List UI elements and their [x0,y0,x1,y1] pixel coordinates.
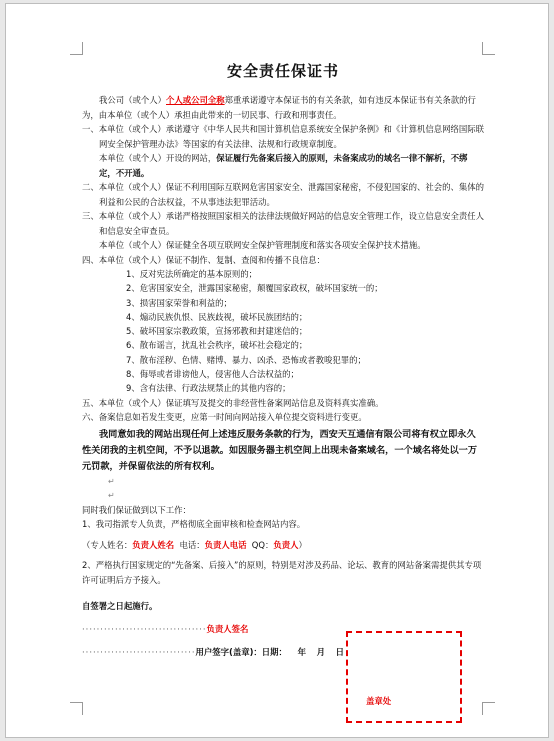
prohibited-content-list [82,267,484,396]
stamp-area [346,631,462,723]
list-item: 9、含有法律、行政法规禁止的其他内容的； [126,383,291,394]
contact-name-label: （专人姓名： [82,539,133,550]
stamp-placeholder: 盖章处 [366,696,392,706]
list-item: 4、煽动民族仇恨、民族歧视，破坏民族团结的； [126,311,308,322]
work-item-1: 1、我司指派专人负责，严格彻底全面审核和检查网站内容。 [82,519,306,530]
clause-5: 五、本单位（或个人）保证填写及提交的非经营性备案网站信息及资料真实准确。 [82,397,384,408]
list-item: 5、破坏国家宗教政策，宣扬邪教和封建迷信的； [126,326,308,337]
list-item: 1、反对宪法所确定的基本原则的； [126,269,257,279]
clause-1-website [82,151,484,180]
contact-name-placeholder: 负责人姓名 [132,539,175,550]
clause-2: 二、本单位（或个人）保证不利用国际互联网危害国家安全、泄露国家秘密，不侵犯国家的、社会的、集体的利益和公民的合法权益，不从事违法犯罪活动。 [82,182,484,207]
clause-3-measures: 本单位（或个人）保证健全各项互联网安全保护管理制度和落实各项安全保护技术措施。 [99,240,426,250]
clause-1-website-text: 本单位（或个人）开设的网站， [99,153,217,163]
effective-date-text: 自签署之日起施行。 [82,601,158,612]
commitment-paragraph: 我同意如我的网站出现任何上述违反服务条款的行为，西安天互通信有限公司将有权立即永久性关闭我的主机空间，不予以退款。如因服务器主机空间上出现未备案域名，一个域名将处以一万元罚款，并保留依法的所有权利。 [82,428,478,472]
document-title: 安全责任保证书 [226,62,339,80]
clause-4: 四、本单位（或个人）保证不制作、复制、查阅和传播不良信息： [82,254,325,265]
day-label: 日 [335,647,345,658]
company-name-placeholder: 个人或公司全称 [166,95,225,105]
document-body [82,54,484,669]
document-page [5,3,549,738]
intro-suffix: 郑重承诺遵守本保证书的有关条款，如有违反本保证书有关条款的行为，由本单位（或个人）承担由此带来的一切民事、行政和刑事责任。 [82,95,476,120]
work-item-2: 2、严格执行国家规定的“先备案、后接入”的原则，特别是对涉及药品、论坛、教育的网站备案需提供其专项许可证明后方予接入。 [82,560,482,585]
list-item: 8、侮辱或者诽谤他人，侵害他人合法权益的； [126,369,299,380]
signer-row: ··································负责人签名 [82,624,249,635]
contact-line [82,538,484,553]
contact-qq-label: QQ： [251,539,274,550]
contact-phone-label: 电话： [179,539,205,550]
list-item: 2、危害国家安全，泄露国家秘密，颠覆国家政权，破坏国家统一的； [126,283,383,294]
intro-prefix: 我公司（或个人） [99,95,166,105]
month-label: 月 [316,647,325,658]
list-item: 6、散布谣言，扰乱社会秩序，破坏社会稳定的； [126,340,308,351]
list-item: 7、散布淫秽、色情、赌博、暴力、凶杀、恐怖或者教唆犯罪的； [126,354,366,365]
paragraph-mark: ↵ [108,490,115,500]
crop-mark-bottom-left [70,702,83,715]
contact-qq-placeholder: 负责人 [273,539,299,550]
intro-paragraph [82,93,484,122]
guarantee-intro: 同时我们保证做到以下工作： [82,504,191,515]
contact-phone-placeholder: 负责人电话 [204,539,247,550]
paragraph-mark: ↵ [108,476,115,486]
contact-close: ） [298,539,307,550]
clause-1: 一、本单位（或个人）承诺遵守《中华人民共和国计算机信息系统安全保护条例》和《计算机信息网络国际联网安全保护管理办法》等国家的有关法律、法规和行政规章制度。 [82,124,484,149]
crop-mark-bottom-right [482,702,495,715]
list-item: 3、损害国家荣誉和利益的； [126,297,232,308]
clause-6: 六、备案信息如若发生变更，应第一时间向网站接入单位提交资料进行变更。 [82,412,367,423]
year-label: 年 [297,647,306,658]
signature-date-row: ·······························用户签字(盖章)：日期： 年 月 日 [82,647,345,658]
signature-label: 用户签字(盖章)：日期： [195,647,287,658]
clause-1-bold-text: 保证履行先备案后接入的原则，未备案成功的域名一律不解析，不绑定，不开通。 [99,153,468,178]
signer-name-placeholder: 负责人签名 [206,624,249,635]
clause-3: 三、本单位（或个人）承诺严格按照国家相关的法律法规做好网站的信息安全管理工作，设立信息安全责任人和信息安全审查员。 [82,211,484,236]
